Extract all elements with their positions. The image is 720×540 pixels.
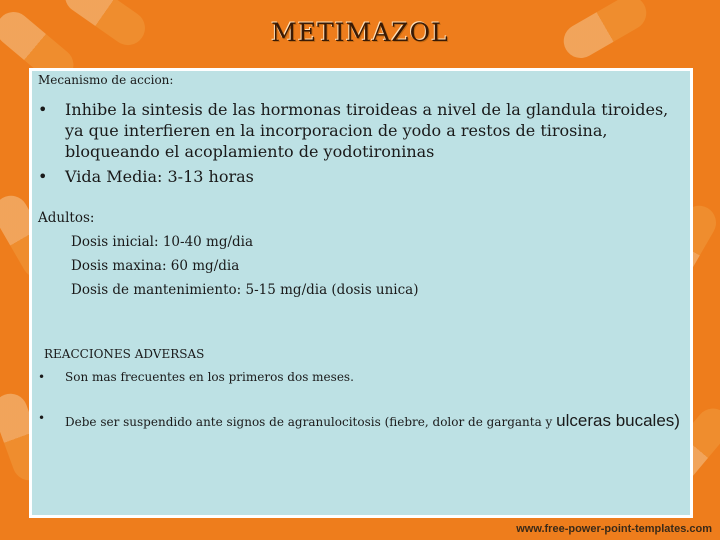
bullet-icon: • (38, 370, 46, 384)
bullet-icon: • (38, 411, 46, 425)
footer-url: www.free-power-point-templates.com (516, 523, 712, 535)
reaction-tail-text: ulceras bucales) (556, 411, 680, 430)
adverse-reactions-list (38, 370, 682, 431)
adults-label: Adultos: (38, 210, 95, 226)
mechanism-bullet-list (38, 99, 682, 187)
bullet-icon: • (38, 167, 48, 186)
slide-title: METIMAZOL (271, 18, 449, 47)
mechanism-label: Mecanismo de accion: (38, 73, 174, 87)
content-panel (29, 68, 693, 518)
bullet-icon: • (38, 100, 48, 119)
dose-maximum: Dosis maxina: 60 mg/dia (71, 258, 240, 274)
list-item: • Inhibe la sintesis de las hormonas tiroideas a nivel de la glandula tiroides, ya que interfieren en la incorporacion de yodo a restos de tirosina, bloqueando el acoplamiento de yodotironinas (38, 100, 669, 161)
dose-initial: Dosis inicial: 10-40 mg/dia (71, 234, 254, 250)
list-item: • Vida Media: 3-13 horas (38, 167, 254, 186)
list-item: • Debe ser suspendido ante signos de agranulocitosis (fiebre, dolor de garganta y ulceras bucales) (38, 411, 680, 430)
dose-maintenance: Dosis de mantenimiento: 5-15 mg/dia (dosis unica) (71, 282, 419, 298)
list-item: • Son mas frecuentes en los primeros dos meses. (38, 370, 354, 384)
adverse-reactions-title: REACCIONES ADVERSAS (44, 347, 205, 361)
